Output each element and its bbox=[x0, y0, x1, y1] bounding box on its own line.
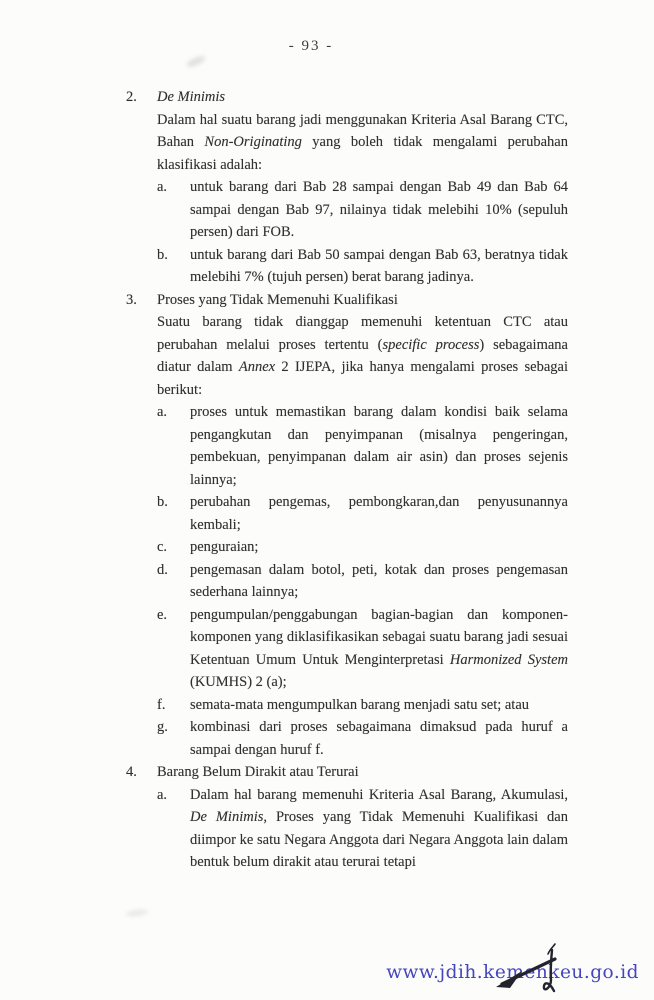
lettered-sub-item bbox=[157, 536, 568, 559]
item-body bbox=[157, 289, 568, 762]
text-run: Proses yang Tidak Memenuhi Kualifikasi bbox=[157, 291, 398, 308]
text-run: Barang Belum Dirakit atau Terurai bbox=[157, 764, 359, 780]
sub-item-text bbox=[190, 401, 568, 491]
text-run: untuk barang dari Bab 28 sampai dengan Bab 49 dan Bab 64 sampai dengan Bab 97, nilainya tidak melebihi 10% (sepuluh persen) dari FOB. bbox=[190, 179, 568, 240]
sub-item-text bbox=[190, 536, 568, 559]
text-run: yang boleh tidak mengalami perubahan klasifikasi adalah: bbox=[157, 134, 568, 173]
sub-item-text bbox=[190, 244, 568, 289]
item-title bbox=[157, 761, 568, 784]
item-paragraph bbox=[157, 109, 568, 177]
text-run: Suatu barang tidak dianggap memenuhi ketentuan CTC atau perubahan melalui proses tertentu ( bbox=[157, 314, 568, 353]
document-body bbox=[126, 86, 568, 874]
numbered-item bbox=[126, 289, 568, 762]
sub-item-letter: c. bbox=[157, 539, 168, 555]
text-run: perubahan pengemas, pembongkaran,dan penyusunannya kembali; bbox=[190, 494, 568, 533]
text-run: pengemasan dalam botol, peti, kotak dan proses pengemasan sederhana lainnya; bbox=[190, 561, 568, 600]
italic-text: Annex bbox=[238, 359, 276, 375]
text-run: Dalam hal barang memenuhi Kriteria Asal Barang, Akumulasi, bbox=[190, 786, 568, 803]
lettered-sub-item bbox=[157, 491, 568, 536]
sub-item-text bbox=[190, 784, 568, 874]
sub-item-letter: a. bbox=[157, 404, 168, 420]
item-number: 2. bbox=[126, 89, 137, 105]
item-body bbox=[157, 761, 568, 874]
italic-text: Harmonized System bbox=[449, 651, 568, 668]
lettered-sub-item bbox=[157, 401, 568, 491]
text-run: untuk barang dari Bab 50 sampai dengan Bab 63, beratnya tidak melebihi 7% (tujuh persen) berat barang jadinya. bbox=[190, 246, 568, 285]
lettered-sub-item bbox=[157, 716, 568, 761]
text-run: Dalam hal suatu barang jadi menggunakan Kriteria Asal Barang CTC, Bahan bbox=[157, 111, 568, 150]
lettered-sub-item bbox=[157, 784, 568, 874]
lettered-sub-item bbox=[157, 694, 568, 717]
pen-scribble-mark bbox=[440, 928, 580, 1000]
text-run: ) sebagaimana diatur dalam bbox=[157, 336, 568, 375]
sub-item-letter: f. bbox=[157, 696, 166, 713]
sub-item-text bbox=[190, 694, 568, 717]
text-run: semata-mata mengumpulkan barang menjadi satu set; atau bbox=[190, 696, 530, 713]
sub-item-text bbox=[190, 604, 568, 694]
italic-text: De Minimis bbox=[157, 89, 226, 105]
italic-text: De Minimis bbox=[190, 809, 264, 825]
sub-item-text bbox=[190, 176, 568, 244]
lettered-sub-item bbox=[157, 176, 568, 244]
text-run: pengumpulan/penggabungan bagian-bagian dan komponen-komponen yang diklasifikasikan sebagai suatu barang jadi sesuai Ketentuan Umum Untuk Menginterpretasi bbox=[190, 606, 568, 668]
sub-item-text bbox=[190, 559, 568, 604]
italic-text: Non-Originating bbox=[204, 134, 302, 150]
text-run: kombinasi dari proses sebagaimana dimaksud pada huruf a sampai dengan huruf f. bbox=[190, 719, 568, 758]
sub-item-letter: g. bbox=[157, 719, 168, 735]
text-run: (KUMHS) 2 (a); bbox=[190, 674, 287, 690]
lettered-sub-item bbox=[157, 559, 568, 604]
item-number: 4. bbox=[126, 764, 137, 780]
item-title bbox=[157, 86, 568, 109]
sub-item-letter: d. bbox=[157, 561, 168, 578]
item-title bbox=[157, 289, 568, 312]
italic-text: specific process bbox=[382, 336, 480, 353]
sub-item-letter: e. bbox=[157, 606, 168, 623]
item-paragraph bbox=[157, 311, 568, 401]
sub-item-text bbox=[190, 491, 568, 536]
page-number: - 93 - bbox=[288, 38, 334, 54]
item-body bbox=[157, 86, 568, 289]
numbered-item bbox=[126, 761, 568, 874]
sub-item-text bbox=[190, 716, 568, 761]
lettered-sub-item bbox=[157, 604, 568, 694]
item-number: 3. bbox=[126, 291, 137, 308]
sub-item-letter: b. bbox=[157, 494, 168, 510]
numbered-item bbox=[126, 86, 568, 289]
text-run: , Proses yang Tidak Memenuhi Kualifikasi dan diimpor ke satu Negara Anggota dari Negara Anggota lain dalam bentuk belum dirakit atau terurai tetapi bbox=[190, 809, 568, 870]
sub-item-letter: a. bbox=[157, 179, 168, 195]
sub-item-letter: a. bbox=[157, 786, 168, 803]
scan-smudge bbox=[185, 54, 206, 69]
sub-item-letter: b. bbox=[157, 246, 168, 263]
scan-smudge bbox=[126, 908, 149, 917]
footer-watermark-link[interactable]: www.jdih.kemenkeu.go.id bbox=[386, 962, 639, 983]
text-run: proses untuk memastikan barang dalam kondisi baik selama pengangkutan dan penyimpanan (misalnya pengeringan, pembekuan, penyimpanan dalam air asin) dan proses sejenis lainnya; bbox=[190, 404, 568, 488]
text-run: 2 IJEPA, jika hanya mengalami proses sebagai berikut: bbox=[157, 359, 568, 398]
text-run: penguraian; bbox=[190, 539, 259, 555]
lettered-sub-item bbox=[157, 244, 568, 289]
